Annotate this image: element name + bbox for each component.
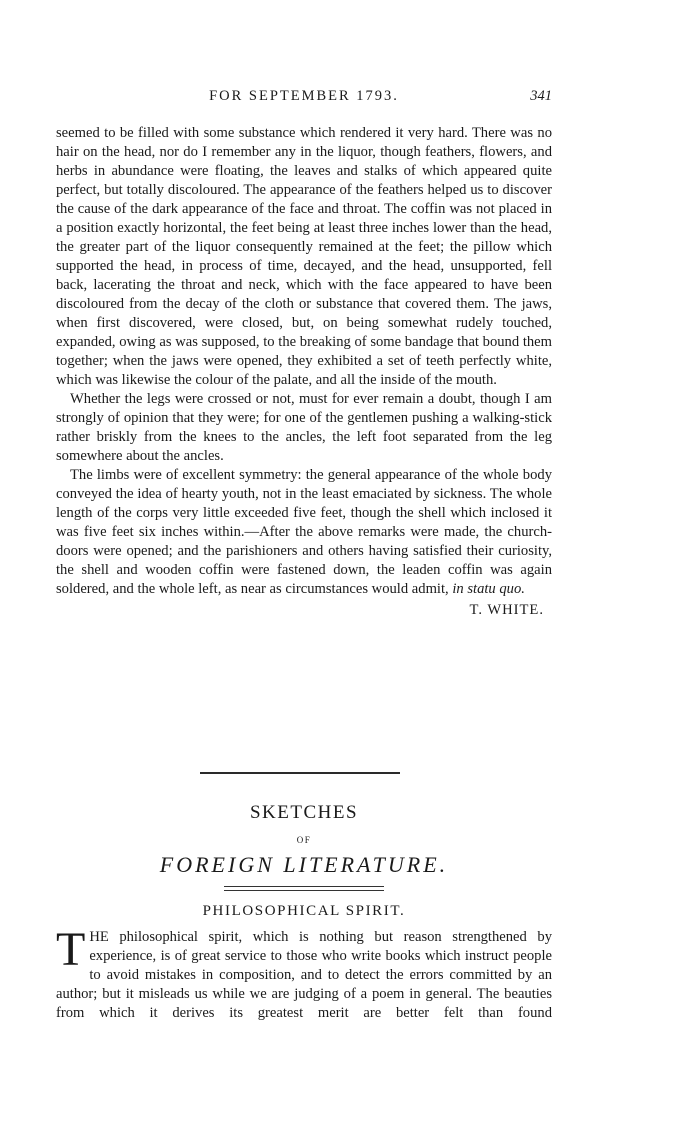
paragraph-2: Whether the legs were crossed or not, must for ever remain a doubt, though I am strongly of opinion that they were; for one of the gentlemen pushing a walking-stick rather briskly from the knees to the ancles, the left foot separated from the leg somewhere about the ancles. <box>56 391 552 464</box>
running-title: FOR SEPTEMBER 1793. <box>209 88 399 104</box>
drop-cap: T <box>56 923 86 976</box>
paragraph-3-text: The limbs were of excellent symmetry: the general appearance of the whole body conveyed the idea of hearty youth, not in the least emaciated by sickness. The whole length of the corps very little exceeded five feet, though the shell which inclosed it was five feet six inches within.—After the above remarks were made, the church-doors were opened; and the parishioners and others having satisfied their curiosity, the shell and wooden coffin were fastened down, the leaden coffin was again soldered, and the whole left, as near as circumstances would admit, <box>56 467 552 597</box>
latin-phrase: in statu quo. <box>452 581 525 597</box>
section-heading-sketches: SKETCHES <box>249 802 359 823</box>
paragraph-3 <box>56 466 552 599</box>
section-heading-foreign-literature: FOREIGN LITERATURE. <box>159 852 449 877</box>
letter-body <box>56 124 552 620</box>
article-text: HE philosophical spirit, which is nothing but reason strengthened by experience, is of great service to those who write books which instruct people to avoid mistakes in composition, and to detect the errors committed by an author; but it misleads us while we are judging of a poem in general. The beauties from which it derives its greatest merit are better felt than found <box>56 929 552 1021</box>
section-divider <box>200 772 400 774</box>
running-head <box>56 88 552 108</box>
double-rule-divider <box>224 886 384 891</box>
signature: T. WHITE. <box>469 602 544 618</box>
section-heading-of: OF <box>296 835 312 845</box>
paragraph-1: seemed to be filled with some substance which rendered it very hard. There was no hair on the head, nor do I remember any in the liquor, though feathers, flowers, and herbs in abundance were floating, the leaves and stalks of which appeared quite perfect, but totally discoloured. The appearance of the feathers helped us to discover the cause of the dark appearance of the face and throat. The coffin was not placed in a position exactly horizontal, the feet being at least three inches lower than the head, the greater part of the liquor consequently remained at the feet; the pillow which supported the head, in process of time, decayed, and the head, unsupported, fell back, lacerating the throat and neck, which with the face appeared to have been discoloured from the decay of the cloth or substance that covered them. The jaws, when first discovered, were closed, but, on being somewhat rudely touched, expanded, owing as was supposed, to the breaking of some bandage that bound them together; when the jaws were opened, they exhibited a set of teeth perfectly white, which was likewise the colour of the palate, and all the inside of the mouth. <box>56 125 552 388</box>
article-title: PHILOSOPHICAL SPIRIT. <box>202 903 406 919</box>
article-body <box>56 923 552 1023</box>
page-number: 341 <box>530 88 552 104</box>
article-paragraph <box>56 923 552 1023</box>
